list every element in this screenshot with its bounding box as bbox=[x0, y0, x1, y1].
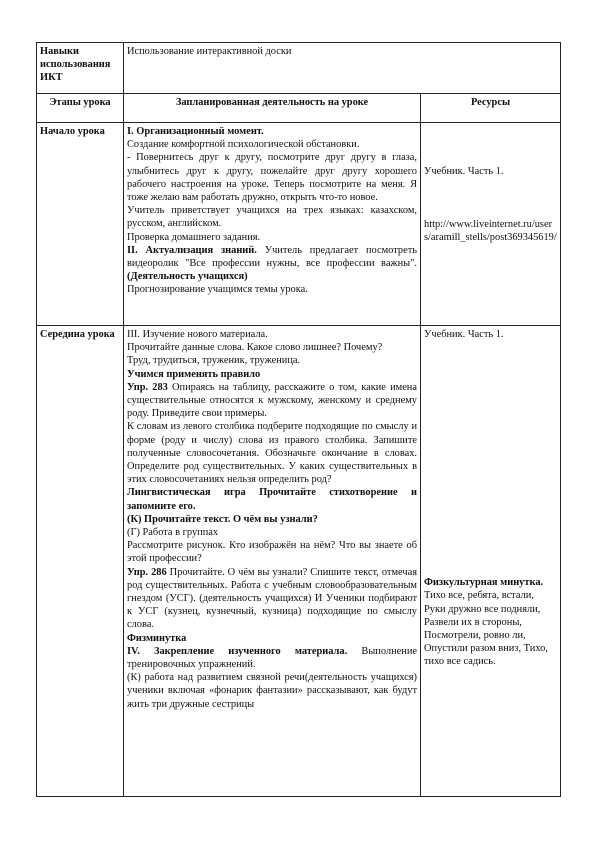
stage2-bold: (Деятельность учащихся) bbox=[127, 271, 248, 283]
start-res-book: Учебник. Часть 1. bbox=[424, 166, 504, 177]
start-activity bbox=[124, 123, 421, 326]
stage2-text: Учитель предлагает посмотреть видеоролик "Все профессии нужны, все профессии важны". bbox=[127, 244, 417, 270]
stage3-heading: III. Изучение нового материала. bbox=[127, 329, 268, 340]
q1: Прочитайте данные слова. Какое слово лишнее? Почему? bbox=[127, 342, 383, 354]
stage1-heading: I. Организационный момент. bbox=[127, 126, 264, 137]
game-text: Лингвистическая игра Прочитайте стихотворение и запомните его. bbox=[127, 487, 417, 512]
spacer bbox=[424, 341, 557, 576]
stage2-paragraph bbox=[127, 244, 417, 284]
poem-line-3: Развели их в стороны, Посмотрели, ровно ли, bbox=[424, 616, 526, 642]
stage-start: Начало урока bbox=[37, 123, 124, 326]
start-res-link[interactable]: http://www.liveinternet.ru/users/aramill_stells/post369345619/ bbox=[424, 219, 557, 244]
poem-line-1: Тихо все, ребята, встали, bbox=[424, 590, 534, 602]
phys-heading: Физкультурная минутка. bbox=[424, 577, 544, 589]
stage4-paragraph bbox=[127, 645, 417, 671]
k-text: (К) Прочитайте текст. О чём вы узнали? bbox=[127, 513, 318, 525]
ict-label: Навыки использования ИКТ bbox=[37, 43, 124, 94]
rule-heading: Учимся применять правило bbox=[127, 368, 261, 380]
ex283-label: Упр. 283 bbox=[127, 381, 168, 393]
ex283-text: Опираясь на таблицу, расскажите о том, какие имена существительные относятся к мужскому, женскому и среднему роду. Приведите свои примеры. bbox=[127, 381, 417, 420]
stage-middle: Середина урока bbox=[37, 326, 124, 797]
ict-row bbox=[37, 43, 561, 94]
start-line-2: - Повернитесь друг к другу, посмотрите друг другу в глаза, улыбнитесь друг к другу, пожелайте друг другу хорошего рабочего настроения на уроке. Теперь посмотрите на меня. Я тоже желаю вам работать дружно, открыть что-то новое. bbox=[127, 152, 417, 204]
col-header-activity: Запланированная деятельность на уроке bbox=[124, 94, 421, 123]
stage2-end: Прогнозирование учащимся темы урока. bbox=[127, 284, 308, 296]
spacer bbox=[424, 178, 557, 218]
lesson-plan-table bbox=[36, 42, 561, 797]
ex286-text: Прочитайте. О чём вы узнали? Спишите текст, отмечая род существительных. Работа с учебным словообразовательным гнездом (УСГ). (деятельность учащихся) И Ученики подбирают к УСГ (кузнец, кузнечный, кузница) подходящие по смыслу слова. bbox=[127, 566, 417, 631]
start-line-4: Проверка домашнего задания. bbox=[127, 231, 261, 243]
col-header-resources: Ресурсы bbox=[421, 94, 561, 123]
poem-line-2: Руки дружно все подняли, bbox=[424, 603, 541, 615]
start-line-1: Создание комфортной психологической обстановки. bbox=[127, 139, 360, 151]
middle-activity bbox=[124, 326, 421, 797]
stage2-heading: II. Актуализация знаний. bbox=[127, 244, 257, 256]
stage4-text: Выполнение тренировочных упражнений. bbox=[127, 645, 417, 671]
phys-label: Физминутка bbox=[127, 632, 187, 644]
ex283-paragraph bbox=[127, 381, 417, 421]
picture-question: Рассмотрите рисунок. Кто изображён на нём? Что вы знаете об этой профессии? bbox=[127, 540, 417, 565]
ict-value: Использование интерактивной доски bbox=[124, 43, 561, 94]
poem-line-4: Опустили разом вниз, Тихо, тихо все садись. bbox=[424, 643, 548, 668]
ex286-label: Упр. 286 bbox=[127, 566, 167, 578]
header-row bbox=[37, 94, 561, 123]
col-header-stages: Этапы урока bbox=[37, 94, 124, 123]
final-text: (К) работа над развитием связной речи(деятельность учащихся) ученики включая «фонарик фантазии» рассказывают, как будут жить три дружные сестрицы bbox=[127, 672, 417, 710]
start-row bbox=[37, 123, 561, 326]
ex286-paragraph bbox=[127, 566, 417, 632]
words: Труд, трудиться, труженик, труженица. bbox=[127, 355, 301, 367]
stage4-heading: IV. Закрепление изученного материала. bbox=[127, 645, 348, 657]
middle-row bbox=[37, 326, 561, 797]
task-text: К словам из левого столбика подберите подходящие по смыслу и форме (роду и числу) слова из правого столбика. Запишите полученные словосочетания. Обозначьте окончание в словах. Определите род существительных. У каких существительных в этих словосочетаниях нельзя определить род? bbox=[127, 421, 417, 486]
spacer bbox=[424, 125, 557, 165]
middle-res-book: Учебник. Часть 1. bbox=[424, 329, 504, 340]
start-resources bbox=[421, 123, 561, 326]
start-line-3: Учитель приветствует учащихся на трех языках: казахском, русском, английском. bbox=[127, 205, 417, 230]
middle-resources bbox=[421, 326, 561, 797]
group-work: (Г) Работа в группах bbox=[127, 527, 219, 539]
